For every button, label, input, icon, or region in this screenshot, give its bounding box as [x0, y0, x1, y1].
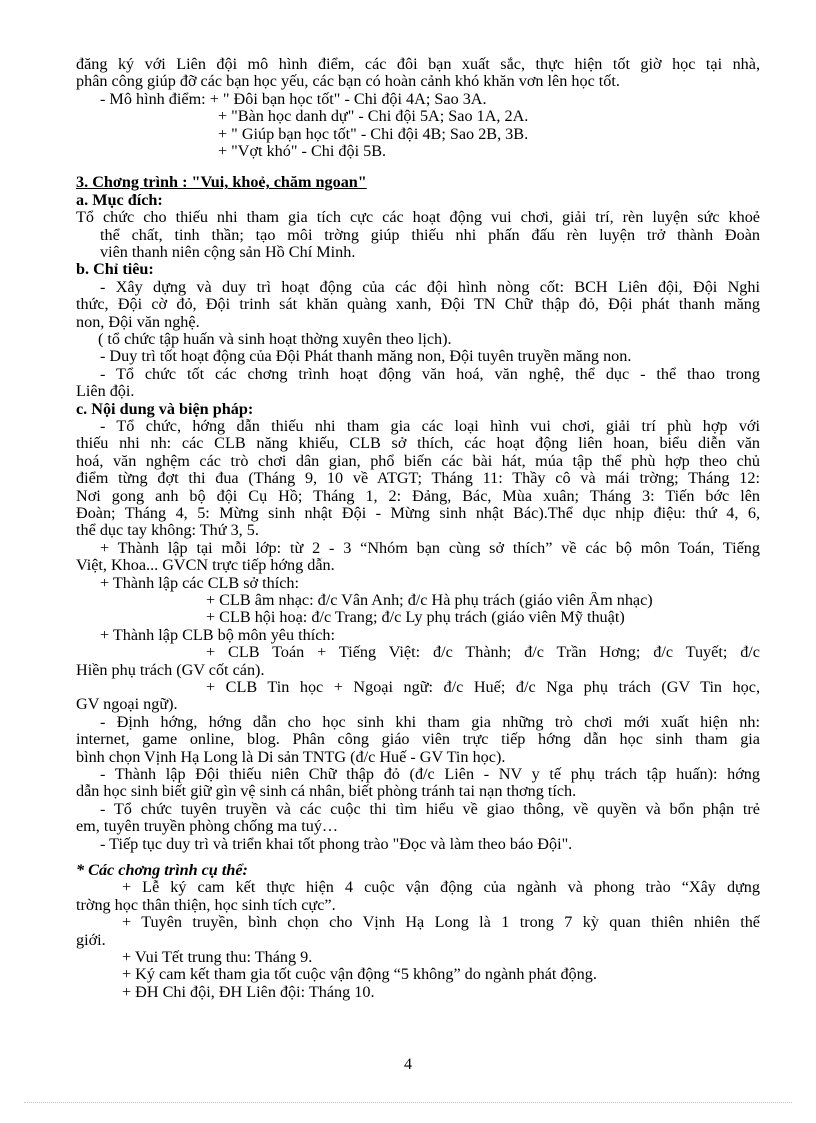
- text-line: + CLB Toán + Tiếng Việt: đ/c Thành; đ/c Trần Hơng; đ/c Tuyết; đ/c: [206, 644, 760, 662]
- text-line: + CLB hội hoạ: đ/c Trang; đ/c Ly phụ trách (giáo viên Mỹ thuật): [206, 609, 625, 627]
- section-heading: 3. Chơng trình : "Vui, khoẻ, chăm ngoan": [76, 174, 367, 192]
- text-line: Hiền phụ trách (GV cốt cán).: [76, 661, 265, 679]
- text-line: viên thanh niên cộng sản Hồ Chí Minh.: [100, 244, 356, 262]
- text-line: + Tuyên truyền, bình chọn cho Vịnh Hạ Long là 1 trong 7 kỳ quan thiên nhiên thế: [122, 914, 760, 932]
- text-line: - Mô hình điểm: + " Đôi bạn học tốt" - Chi đội 4A; Sao 3A.: [100, 90, 487, 108]
- text-line: thức, Đội cờ đỏ, Đội trinh sát khăn quàng xanh, Đội TN Chữ thập đỏ, Đội phát thanh măng: [76, 296, 760, 314]
- text-line: Đoàn; Tháng 4, 5: Mừng sinh nhật Đội - Mừng sinh nhật Bác).Thể dục nhịp điệu: thứ 4, 6,: [76, 504, 760, 522]
- text-line: điểm từng đợt thi đua (Tháng 9, 10 về ATGT; Tháng 11: Thầy cô và mái trờng; Tháng 12:: [76, 470, 760, 488]
- text-line: dẫn học sinh biết giữ gìn vệ sinh cá nhân, biết phòng tránh tai nạn thơng tích.: [76, 783, 577, 801]
- text-line: - Duy trì tốt hoạt động của Đội Phát thanh măng non, Đội tuyên truyền măng non.: [100, 348, 632, 366]
- text-line: + " Giúp bạn học tốt" - Chi đội 4B; Sao 2B, 3B.: [218, 125, 529, 143]
- text-line: Việt, Khoa... GVCN trực tiếp hớng dẫn.: [76, 557, 335, 575]
- subsection-heading: c. Nội dung và biện pháp:: [76, 400, 254, 418]
- text-line: em, tuyên truyền phòng chống ma tuý…: [76, 818, 339, 836]
- text-line: internet, game online, blog. Phân công giáo viên trực tiếp hớng dẫn học sinh tham gia: [76, 731, 760, 749]
- subsection-heading: a. Mục đích:: [76, 191, 163, 209]
- subsection-heading: * Các chơng trình cụ thể:: [76, 861, 248, 879]
- text-line: + CLB âm nhạc: đ/c Vân Anh; đ/c Hà phụ trách (giáo viên Âm nhạc): [206, 591, 653, 609]
- text-line: thiếu nhi nh: các CLB năng khiếu, CLB sở thích, các hoạt động liên hoan, biểu diễn văn: [76, 435, 760, 453]
- text-line: Tổ chức cho thiếu nhi tham gia tích cực các hoạt động vui chơi, giải trí, rèn luyện sức khoẻ: [76, 209, 760, 227]
- text-line: Liên đội.: [76, 383, 135, 401]
- text-line: GV ngoại ngữ).: [76, 696, 178, 714]
- text-line: bình chọn Vịnh Hạ Long là Di sản TNTG (đ/c Huế - GV Tin học).: [76, 748, 506, 766]
- subsection-heading: b. Chỉ tiêu:: [76, 261, 154, 279]
- text-line: - Định hớng, hớng dẫn cho học sinh khi tham gia những trò chơi mới xuất hiện nh:: [100, 713, 760, 731]
- page-number: 4: [404, 1056, 412, 1073]
- text-line: giới.: [76, 931, 106, 949]
- text-line: + Thành lập các CLB sở thích:: [100, 574, 300, 592]
- text-line: - Thành lập Đội thiếu niên Chữ thập đỏ (đ/c Liên - NV y tế phụ trách tập huấn): hớng: [100, 765, 760, 783]
- text-line: ( tổ chức tập huấn và sinh hoạt thờng xuyên theo lịch).: [98, 331, 452, 349]
- document-page: [76, 56, 760, 1001]
- text-line: thể dục tay không: Thứ 3, 5.: [76, 522, 259, 540]
- text-line: - Tiếp tục duy trì và triển khai tốt phong trào "Đọc và làm theo báo Đội".: [100, 835, 573, 853]
- text-line: đăng ký với Liên đội mô hình điểm, các đôi bạn xuất sắc, thực hiện tốt giờ học tại nhà,: [76, 56, 760, 73]
- text-line: + Thành lập CLB bộ môn yêu thích:: [100, 626, 335, 644]
- text-line: hoá, văn nghệm các trò chơi dân gian, phổ biến các bài hát, múa tập thể phù hợp theo chủ: [76, 452, 760, 470]
- text-line: + "Vợt khó" - Chi đội 5B.: [218, 143, 387, 161]
- text-line: + "Bàn học danh dự" - Chi đội 5A; Sao 1A, 2A.: [218, 108, 529, 126]
- text-line: - Xây dựng và duy trì hoạt động của các đội hình nòng cốt: BCH Liên đội, Đội Nghi: [100, 278, 760, 296]
- text-line: trờng học thân thiện, học sinh tích cực”.: [76, 896, 336, 914]
- text-line: phân công giúp đỡ các bạn học yếu, các bạn có hoàn cảnh khó khăn vơn lên học tốt.: [76, 73, 620, 91]
- text-line: + Vui Tết trung thu: Tháng 9.: [122, 948, 313, 966]
- text-line: + Ký cam kết tham gia tốt cuộc vận động “5 không” do ngành phát động.: [122, 966, 597, 984]
- text-line: + CLB Tin học + Ngoại ngữ: đ/c Huế; đ/c Nga phụ trách (GV Tin học,: [206, 679, 760, 696]
- text-line: - Tổ chức tuyên truyền và các cuộc thi tìm hiểu về giao thông, về quyền và bổn phận trẻ: [100, 800, 760, 818]
- text-line: thể chất, tinh thần; tạo môi trờng giúp thiếu nhi phấn đấu rèn luyện trở thành Đoàn: [100, 226, 760, 244]
- text-line: non, Đội văn nghệ.: [76, 313, 200, 331]
- text-line: + Lễ ký cam kết thực hiện 4 cuộc vận động của ngành và phong trào “Xây dựng: [122, 879, 760, 897]
- text-line: + ĐH Chi đội, ĐH Liên đội: Tháng 10.: [122, 983, 375, 1001]
- text-line: - Tổ chức, hớng dẫn thiếu nhi tham gia các loại hình vui chơi, giải trí phù hợp với: [100, 418, 760, 436]
- text-line: - Tổ chức tốt các chơng trình hoạt động văn hoá, văn nghệ, thể dục - thể thao trong: [100, 365, 760, 383]
- footer-divider: [24, 1102, 792, 1103]
- text-line: Nơi gong anh bộ đội Cụ Hồ; Tháng 1, 2: Đảng, Bác, Mùa xuân; Tháng 3: Tiến bớc lên: [76, 487, 760, 505]
- text-line: + Thành lập tại mỗi lớp: từ 2 - 3 “Nhóm bạn cùng sở thích” về các bộ môn Toán, Tiếng: [100, 539, 760, 557]
